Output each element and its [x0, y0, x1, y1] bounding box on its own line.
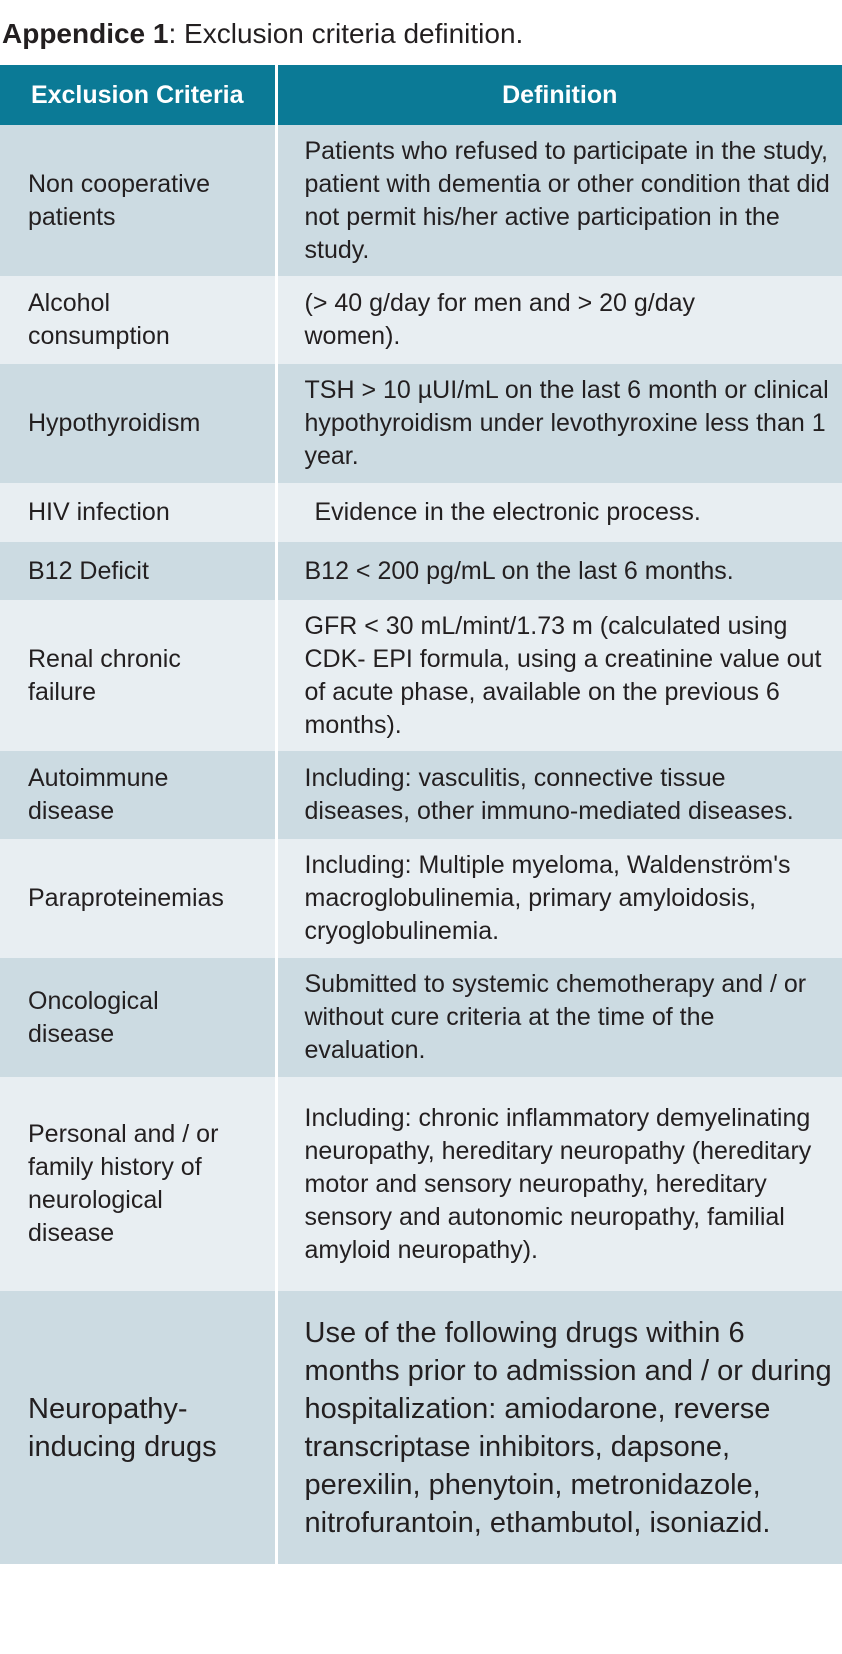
criterion-cell: Alcohol consumption	[0, 276, 276, 364]
criterion-cell: Autoimmune disease	[0, 751, 276, 839]
table-header-row	[0, 65, 842, 125]
criterion-cell: HIV infection	[0, 483, 276, 542]
table-row	[0, 600, 842, 751]
criterion-cell: Neuropathy-inducing drugs	[0, 1291, 276, 1564]
definition-cell: B12 < 200 pg/mL on the last 6 months.	[276, 542, 842, 600]
table-caption	[2, 14, 523, 54]
definition-cell: GFR < 30 mL/mint/1.73 m (calculated using CDK- EPI formula, using a creatinine value out of acute phase, available on the previous 6 months).	[276, 600, 842, 751]
criterion-cell: Non cooperative patients	[0, 125, 276, 276]
definition-cell: Evidence in the electronic process.	[276, 483, 842, 542]
table-row	[0, 1077, 842, 1291]
definition-cell: TSH > 10 µUI/mL on the last 6 month or clinical hypothyroidism under levothyroxine less than 1 year.	[276, 364, 842, 483]
criterion-cell: B12 Deficit	[0, 542, 276, 600]
definition-cell: Including: chronic inflammatory demyelinating neuropathy, hereditary neuropathy (hereditary motor and sensory neuropathy, hereditary sensory and autonomic neuropathy, familial amyloid neuropathy).	[276, 1077, 842, 1291]
caption-label: Appendice 1	[2, 18, 169, 49]
table-row	[0, 125, 842, 276]
table-row	[0, 542, 842, 600]
header-exclusion-criteria: Exclusion Criteria	[0, 65, 276, 125]
definition-cell: (> 40 g/day for men and > 20 g/day women).	[276, 276, 842, 364]
table-row	[0, 276, 842, 364]
caption-text: : Exclusion criteria definition.	[168, 18, 524, 49]
table-row	[0, 364, 842, 483]
criterion-cell: Personal and / or family history of neurological disease	[0, 1077, 276, 1291]
definition-cell: Submitted to systemic chemotherapy and / or without cure criteria at the time of the evaluation.	[276, 958, 842, 1077]
criterion-cell: Paraproteinemias	[0, 839, 276, 958]
header-definition: Definition	[276, 65, 842, 125]
definition-cell: Including: Multiple myeloma, Waldenström's macroglobulinemia, primary amyloidosis, cryoglobulinemia.	[276, 839, 842, 958]
criterion-cell: Oncological disease	[0, 958, 276, 1077]
table-row	[0, 839, 842, 958]
exclusion-criteria-table	[0, 65, 842, 1564]
criterion-cell: Hypothyroidism	[0, 364, 276, 483]
definition-cell: Patients who refused to participate in the study, patient with dementia or other condition that did not permit his/her active participation in the study.	[276, 125, 842, 276]
definition-cell: Including: vasculitis, connective tissue diseases, other immuno-mediated diseases.	[276, 751, 842, 839]
table-row	[0, 958, 842, 1077]
definition-cell: Use of the following drugs within 6 months prior to admission and / or during hospitalization: amiodarone, reverse transcriptase inhibitors, dapsone, perexilin, phenytoin, metronidazole, nitrofurantoin, ethambutol, isoniazid.	[276, 1291, 842, 1564]
criterion-cell: Renal chronic failure	[0, 600, 276, 751]
table-row	[0, 751, 842, 839]
table-row	[0, 1291, 842, 1564]
table-row	[0, 483, 842, 542]
